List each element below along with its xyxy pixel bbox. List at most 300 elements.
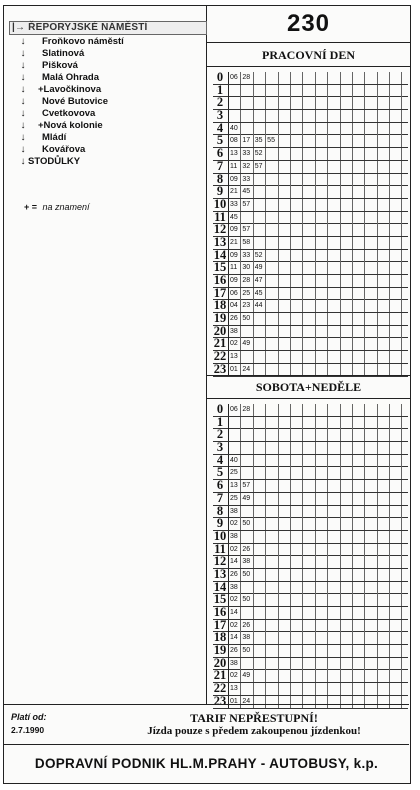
empty-cell <box>279 518 291 530</box>
empty-cell <box>390 404 402 416</box>
hour-row <box>213 300 408 313</box>
empty-cell <box>328 467 340 479</box>
empty-cell <box>241 607 253 619</box>
hour-label: 17 <box>213 617 227 632</box>
empty-cell <box>266 313 278 325</box>
empty-cell <box>390 199 402 211</box>
departure-minute: 38 <box>229 582 241 594</box>
empty-cell <box>279 658 291 670</box>
empty-cell <box>254 442 266 454</box>
minute-cells <box>228 467 402 479</box>
empty-cell <box>378 351 390 363</box>
hour-label: 10 <box>213 196 227 211</box>
hour-row <box>213 490 408 506</box>
departure-minute: 25 <box>229 467 241 479</box>
empty-cell <box>266 186 278 198</box>
empty-cell <box>353 442 365 454</box>
empty-cell <box>266 607 278 619</box>
empty-cell <box>303 250 315 262</box>
empty-cell <box>328 199 340 211</box>
minute-cells <box>228 300 402 312</box>
empty-cell <box>303 326 315 338</box>
empty-cell <box>279 556 291 568</box>
empty-cell <box>328 288 340 300</box>
empty-cell <box>390 135 402 147</box>
empty-cell <box>341 300 353 312</box>
empty-cell <box>390 607 402 619</box>
minute-cells <box>228 148 402 160</box>
empty-cell <box>254 85 266 97</box>
first-stop: |→ ŘEPORYJSKÉ NÁMĚSTÍ <box>9 21 207 35</box>
empty-cell <box>328 275 340 287</box>
hour-label: 12 <box>213 222 227 237</box>
minute-cells <box>228 110 402 122</box>
empty-cell <box>241 683 253 695</box>
hour-label: 22 <box>213 349 227 364</box>
empty-cell <box>341 670 353 682</box>
empty-cell <box>353 620 365 632</box>
empty-cell <box>303 455 315 467</box>
stop-row <box>4 60 204 72</box>
minute-cells <box>228 518 402 530</box>
empty-cell <box>328 300 340 312</box>
hour-label: 7 <box>216 490 224 505</box>
hour-row <box>213 72 408 85</box>
empty-cell <box>303 544 315 556</box>
empty-cell <box>353 556 365 568</box>
empty-cell <box>279 72 291 84</box>
legend-symbol: + = <box>24 202 38 212</box>
empty-cell <box>365 199 377 211</box>
empty-cell <box>303 97 315 109</box>
empty-cell <box>341 174 353 186</box>
minute-cells <box>228 275 402 287</box>
stop-name: Kovářova <box>42 144 86 155</box>
empty-cell <box>291 262 303 274</box>
empty-cell <box>279 632 291 644</box>
empty-cell <box>291 338 303 350</box>
empty-cell <box>341 72 353 84</box>
empty-cell <box>303 212 315 224</box>
empty-cell <box>328 404 340 416</box>
empty-cell <box>254 645 266 657</box>
departure-minute: 14 <box>229 607 241 619</box>
empty-cell <box>291 658 303 670</box>
empty-cell <box>291 556 303 568</box>
empty-cell <box>390 544 402 556</box>
empty-cell <box>241 110 253 122</box>
empty-cell <box>303 493 315 505</box>
weekday-title: PRACOVNÍ DEN <box>262 48 355 62</box>
empty-cell <box>365 326 377 338</box>
empty-cell <box>254 110 266 122</box>
empty-cell <box>378 569 390 581</box>
empty-cell <box>390 442 402 454</box>
empty-cell <box>279 594 291 606</box>
hour-row <box>213 135 408 148</box>
empty-cell <box>279 544 291 556</box>
empty-cell <box>279 506 291 518</box>
empty-cell <box>365 620 377 632</box>
hour-row <box>213 617 408 633</box>
empty-cell <box>241 658 253 670</box>
minute-cells <box>228 250 402 262</box>
empty-cell <box>303 262 315 274</box>
minute-cells <box>228 199 402 211</box>
empty-cell <box>279 493 291 505</box>
empty-cell <box>291 224 303 236</box>
hour-label: 7 <box>216 158 224 173</box>
empty-cell <box>266 544 278 556</box>
hour-label: 6 <box>216 478 224 493</box>
empty-cell <box>303 594 315 606</box>
empty-cell <box>365 417 377 429</box>
empty-cell <box>353 493 365 505</box>
empty-cell <box>254 632 266 644</box>
hour-label: 23 <box>213 361 227 376</box>
empty-cell <box>378 670 390 682</box>
empty-cell <box>328 224 340 236</box>
empty-cell <box>303 506 315 518</box>
empty-cell <box>328 212 340 224</box>
minute-cells <box>228 212 402 224</box>
empty-cell <box>378 556 390 568</box>
departure-minute: 02 <box>229 338 241 350</box>
empty-cell <box>328 72 340 84</box>
empty-cell <box>303 110 315 122</box>
hour-label: 4 <box>216 452 224 467</box>
empty-cell <box>378 632 390 644</box>
divider <box>4 744 409 745</box>
down-arrow-icon: ↓ <box>20 132 26 143</box>
empty-cell <box>266 518 278 530</box>
empty-cell <box>303 582 315 594</box>
empty-cell <box>378 364 390 376</box>
hour-row <box>213 323 408 339</box>
empty-cell <box>266 212 278 224</box>
down-arrow-icon: ↓ <box>20 156 26 167</box>
empty-cell <box>365 658 377 670</box>
empty-cell <box>390 313 402 325</box>
empty-cell <box>303 620 315 632</box>
down-arrow-icon: ↓ <box>20 144 26 155</box>
empty-cell <box>266 467 278 479</box>
minute-cells <box>228 607 402 619</box>
departure-minute: 09 <box>229 275 241 287</box>
departure-minute: 30 <box>241 262 253 274</box>
minute-cells <box>228 442 402 454</box>
empty-cell <box>341 594 353 606</box>
empty-cell <box>341 429 353 441</box>
hour-row <box>213 594 408 607</box>
timetable-sheet <box>3 5 411 784</box>
empty-cell <box>266 645 278 657</box>
departure-minute: 02 <box>229 670 241 682</box>
empty-cell <box>353 224 365 236</box>
empty-cell <box>316 237 328 249</box>
minute-cells <box>228 480 402 492</box>
departure-minute: 11 <box>229 161 241 173</box>
empty-cell <box>291 161 303 173</box>
empty-cell <box>390 506 402 518</box>
empty-cell <box>291 313 303 325</box>
empty-cell <box>328 429 340 441</box>
minute-cells <box>228 594 402 606</box>
empty-cell <box>266 123 278 135</box>
empty-cell <box>291 582 303 594</box>
divider <box>207 42 410 43</box>
departure-minute: 24 <box>241 364 253 376</box>
empty-cell <box>341 97 353 109</box>
empty-cell <box>254 531 266 543</box>
hour-row <box>213 313 408 326</box>
empty-cell <box>291 670 303 682</box>
empty-cell <box>378 275 390 287</box>
empty-cell <box>328 658 340 670</box>
empty-cell <box>279 110 291 122</box>
departure-minute: 33 <box>241 148 253 160</box>
empty-cell <box>365 237 377 249</box>
empty-cell <box>279 442 291 454</box>
minute-cells <box>228 620 402 632</box>
empty-cell <box>328 262 340 274</box>
departure-minute: 09 <box>229 250 241 262</box>
empty-cell <box>291 455 303 467</box>
empty-cell <box>291 97 303 109</box>
empty-cell <box>341 417 353 429</box>
empty-cell <box>365 123 377 135</box>
empty-cell <box>365 338 377 350</box>
hour-row <box>213 171 408 187</box>
empty-cell <box>341 262 353 274</box>
hour-label: 18 <box>213 298 227 313</box>
empty-cell <box>254 582 266 594</box>
empty-cell <box>316 442 328 454</box>
empty-cell <box>365 404 377 416</box>
empty-cell <box>241 506 253 518</box>
empty-cell <box>353 569 365 581</box>
empty-cell <box>378 683 390 695</box>
hour-label: 22 <box>213 681 227 696</box>
empty-cell <box>303 480 315 492</box>
departure-minute: 28 <box>241 404 253 416</box>
departure-minute: 25 <box>229 493 241 505</box>
empty-cell <box>316 72 328 84</box>
empty-cell <box>303 658 315 670</box>
empty-cell <box>254 123 266 135</box>
empty-cell <box>266 224 278 236</box>
empty-cell <box>353 288 365 300</box>
empty-cell <box>291 544 303 556</box>
empty-cell <box>316 174 328 186</box>
empty-cell <box>316 351 328 363</box>
empty-cell <box>266 531 278 543</box>
hour-label: 2 <box>216 427 224 442</box>
empty-cell <box>316 607 328 619</box>
empty-cell <box>254 658 266 670</box>
empty-cell <box>266 250 278 262</box>
hour-row <box>213 480 408 493</box>
minute-cells <box>228 85 402 97</box>
empty-cell <box>378 658 390 670</box>
empty-cell <box>279 351 291 363</box>
hour-row <box>213 285 408 301</box>
empty-cell <box>341 632 353 644</box>
empty-cell <box>241 582 253 594</box>
empty-cell <box>316 148 328 160</box>
empty-cell <box>390 518 402 530</box>
departure-minute: 26 <box>229 569 241 581</box>
empty-cell <box>365 85 377 97</box>
empty-cell <box>291 237 303 249</box>
empty-cell <box>341 556 353 568</box>
stop-name: Froňkovo náměstí <box>42 36 124 47</box>
empty-cell <box>328 506 340 518</box>
empty-cell <box>316 658 328 670</box>
departure-minute: 01 <box>229 364 241 376</box>
empty-cell <box>341 620 353 632</box>
empty-cell <box>378 607 390 619</box>
empty-cell <box>378 161 390 173</box>
empty-cell <box>254 569 266 581</box>
empty-cell <box>378 429 390 441</box>
empty-cell <box>341 85 353 97</box>
hour-label: 8 <box>216 171 224 186</box>
hour-label: 19 <box>213 311 227 326</box>
hour-label: 3 <box>216 440 224 455</box>
empty-cell <box>316 620 328 632</box>
empty-cell <box>390 237 402 249</box>
empty-cell <box>241 97 253 109</box>
empty-cell <box>378 212 390 224</box>
empty-cell <box>353 250 365 262</box>
empty-cell <box>303 174 315 186</box>
empty-cell <box>266 97 278 109</box>
empty-cell <box>390 212 402 224</box>
empty-cell <box>316 632 328 644</box>
departure-minute: 04 <box>229 300 241 312</box>
empty-cell <box>266 85 278 97</box>
empty-cell <box>341 404 353 416</box>
empty-cell <box>365 493 377 505</box>
hour-row <box>213 655 408 671</box>
empty-cell <box>365 531 377 543</box>
minute-cells <box>228 493 402 505</box>
empty-cell <box>279 224 291 236</box>
stop-row <box>4 96 204 108</box>
empty-cell <box>291 506 303 518</box>
departure-minute: 50 <box>241 569 253 581</box>
hour-row <box>213 556 408 569</box>
departure-minute: 50 <box>241 645 253 657</box>
hour-label: 9 <box>216 516 224 531</box>
route-panel <box>4 6 207 704</box>
empty-cell <box>266 300 278 312</box>
empty-cell <box>316 262 328 274</box>
empty-cell <box>365 632 377 644</box>
empty-cell <box>365 569 377 581</box>
empty-cell <box>378 480 390 492</box>
divider <box>207 375 410 376</box>
empty-cell <box>341 313 353 325</box>
empty-cell <box>266 161 278 173</box>
minute-cells <box>228 326 402 338</box>
empty-cell <box>328 97 340 109</box>
empty-cell <box>266 658 278 670</box>
empty-cell <box>279 364 291 376</box>
empty-cell <box>341 148 353 160</box>
empty-cell <box>279 670 291 682</box>
empty-cell <box>378 620 390 632</box>
empty-cell <box>365 645 377 657</box>
empty-cell <box>341 544 353 556</box>
empty-cell <box>316 417 328 429</box>
empty-cell <box>241 326 253 338</box>
empty-cell <box>328 417 340 429</box>
empty-cell <box>390 531 402 543</box>
empty-cell <box>365 288 377 300</box>
empty-cell <box>254 493 266 505</box>
empty-cell <box>378 85 390 97</box>
hour-label: 3 <box>216 108 224 123</box>
empty-cell <box>303 683 315 695</box>
empty-cell <box>254 237 266 249</box>
departure-minute: 14 <box>229 556 241 568</box>
empty-cell <box>341 135 353 147</box>
empty-cell <box>279 480 291 492</box>
hour-label: 1 <box>216 414 224 429</box>
empty-cell <box>390 123 402 135</box>
empty-cell <box>241 467 253 479</box>
empty-cell <box>378 110 390 122</box>
empty-cell <box>303 237 315 249</box>
empty-cell <box>378 544 390 556</box>
minute-cells <box>228 582 402 594</box>
empty-cell <box>229 110 241 122</box>
empty-cell <box>353 97 365 109</box>
empty-cell <box>353 72 365 84</box>
empty-cell <box>316 123 328 135</box>
empty-cell <box>353 658 365 670</box>
hour-row <box>213 97 408 110</box>
empty-cell <box>303 288 315 300</box>
empty-cell <box>328 544 340 556</box>
hour-row <box>213 262 408 275</box>
minute-cells <box>228 531 402 543</box>
empty-cell <box>390 632 402 644</box>
empty-cell <box>353 531 365 543</box>
empty-cell <box>266 556 278 568</box>
empty-cell <box>353 275 365 287</box>
empty-cell <box>353 212 365 224</box>
departure-minute: 45 <box>229 212 241 224</box>
empty-cell <box>378 97 390 109</box>
empty-cell <box>328 493 340 505</box>
empty-cell <box>241 442 253 454</box>
empty-cell <box>316 518 328 530</box>
empty-cell <box>316 97 328 109</box>
empty-cell <box>266 338 278 350</box>
hour-row <box>213 607 408 620</box>
departure-minute: 52 <box>254 250 266 262</box>
minute-cells <box>228 364 402 376</box>
empty-cell <box>291 72 303 84</box>
hour-row <box>213 275 408 288</box>
empty-cell <box>353 670 365 682</box>
minute-cells <box>228 645 402 657</box>
empty-cell <box>254 351 266 363</box>
empty-cell <box>254 364 266 376</box>
